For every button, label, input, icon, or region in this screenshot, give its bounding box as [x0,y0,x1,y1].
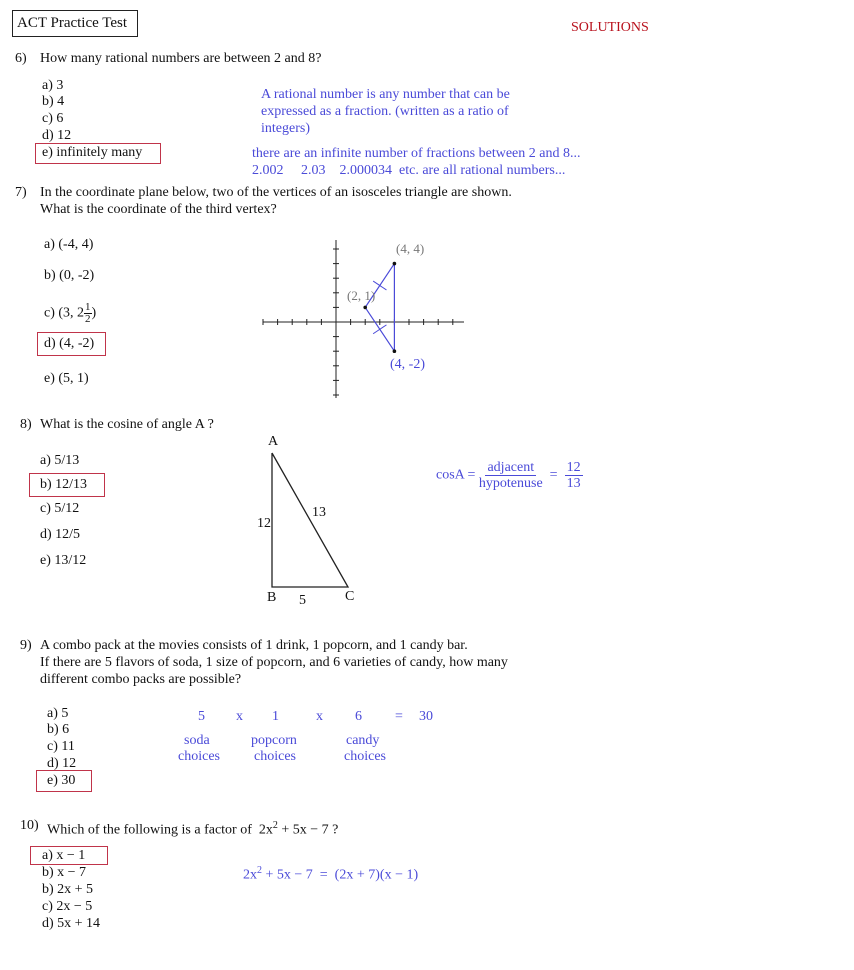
q8-number: 8) [20,417,32,432]
q10-exp: 2 [272,820,278,831]
q9-question-3: different combo packs are possible? [40,672,242,687]
q10-choice-b2: b) 2x + 5 [42,882,94,897]
sol-a: 2x [243,867,257,883]
q6-explain-3: integers) [261,121,310,136]
side-ab-label: 12 [257,516,271,531]
calc-6: 6 [355,709,362,724]
point-label-4-4: (4, 4) [396,241,425,256]
q6-choice-b: b) 4 [42,94,65,109]
formula-lhs: cosA = [436,467,476,483]
q7-choice-c-text: c) (3, 2 [44,305,85,321]
formula-eq: = [549,467,558,483]
q8-choice-d: d) 12/5 [40,527,81,542]
calc-1: 1 [272,709,279,724]
q9-question-2: If there are 5 flavors of soda, 1 size of popcorn, and 6 varieties of candy, how many [40,655,508,670]
formula-den: hypotenuse [478,476,543,491]
q6-choice-c: c) 6 [42,111,64,126]
q10-expr-rest: + 5x − 7 ? [277,822,339,838]
q6-number: 6) [15,51,27,66]
q7-choice-d: d) (4, -2) [44,336,95,351]
q7-choice-e: e) (5, 1) [44,371,89,386]
vertex-b-label: B [267,590,277,605]
formula-fraction [479,460,543,491]
q9-question-1: A combo pack at the movies consists of 1 drink, 1 popcorn, and 1 candy bar. [40,638,468,653]
q6-explain-1: A rational number is any number that can be [261,87,510,102]
q8-choice-e: e) 13/12 [40,553,87,568]
frac-den: 2 [85,313,91,325]
point-label-2-1: (2, 1) [347,288,376,303]
q6-note-1: there are an infinite number of fractions between 2 and 8... [252,146,581,161]
answer-fraction [565,460,583,491]
q6-choice-d: d) 12 [42,128,72,143]
q9-choice-a: a) 5 [47,706,69,721]
calc-x1: x [236,709,243,724]
q10-choice-b: b) x − 7 [42,865,87,880]
label-candy-choices: choices [344,749,386,764]
cosine-formula [436,460,583,491]
q7-choice-a: a) (-4, 4) [44,237,94,252]
label-popcorn: popcorn [251,733,297,748]
q10-choice-a: a) x − 1 [42,848,86,863]
q6-note-2: 2.002 2.03 2.000034 etc. are all rational numbers... [252,163,566,178]
q6-choice-a: a) 3 [42,78,64,93]
calc-eq: = [395,709,403,724]
calc-30: 30 [419,709,433,724]
q7-choice-b: b) (0, -2) [44,268,95,283]
q10-expr: 2x [258,822,273,838]
side-ac-label: 13 [312,505,326,520]
page-title: ACT Practice Test [17,15,128,31]
calc-5: 5 [198,709,205,724]
answer-num: 12 [566,460,581,475]
q8-choice-c: c) 5/12 [40,501,80,516]
vertex-point [363,306,367,310]
q10-question-text: Which of the following is a factor of [47,822,252,838]
frac-num: 1 [85,301,91,313]
q9-choice-c: c) 11 [47,739,75,754]
sol-exp: 2 [257,865,262,876]
answer-den: 13 [566,476,581,491]
label-candy: candy [346,733,380,748]
vertex-a-label: A [268,434,279,449]
triangle [365,264,394,352]
q10-number: 10) [20,818,39,833]
calc-x2: x [316,709,323,724]
q10-choice-c: c) 2x − 5 [42,899,93,914]
formula-num: adjacent [487,460,535,475]
label-soda: soda [184,733,210,748]
congruence-mark [373,325,386,334]
sol-b: + 5x − 7 = (2x + 7)(x − 1) [262,867,419,883]
q6-question: How many rational numbers are between 2 and 8? [40,51,322,66]
q9-number: 9) [20,638,32,653]
solutions-heading: SOLUTIONS [571,20,649,35]
q10-solution [243,863,418,884]
q6-choice-e: e) infinitely many [42,145,143,160]
vertex-point [393,349,397,353]
q9-choice-b: b) 6 [47,722,70,737]
q6-explain-2: expressed as a fraction. (written as a ratio of [261,104,509,119]
point-label-4-neg2: (4, -2) [390,357,425,372]
vertex-c-label: C [345,589,355,604]
q10-choice-d: d) 5x + 14 [42,916,101,931]
label-popcorn-choices: choices [254,749,296,764]
side-bc-label: 5 [299,593,306,608]
q7-question-1: In the coordinate plane below, two of the vertices of an isosceles triangle are shown. [40,185,512,200]
q10-question [47,818,338,839]
vertex-point [393,262,397,266]
q7-choice-c: c) (3, 2 $\frac{1}{2}$ ) [44,301,97,325]
q8-choice-b: b) 12/13 [40,477,88,492]
q7-number: 7) [15,185,27,200]
q9-choice-e: e) 30 [47,773,76,788]
label-soda-choices: choices [178,749,220,764]
q7-question-2: What is the coordinate of the third vertex? [40,202,277,217]
q8-choice-a: a) 5/13 [40,453,80,468]
q8-question: What is the cosine of angle A ? [40,417,214,432]
q9-choice-d: d) 12 [47,756,77,771]
